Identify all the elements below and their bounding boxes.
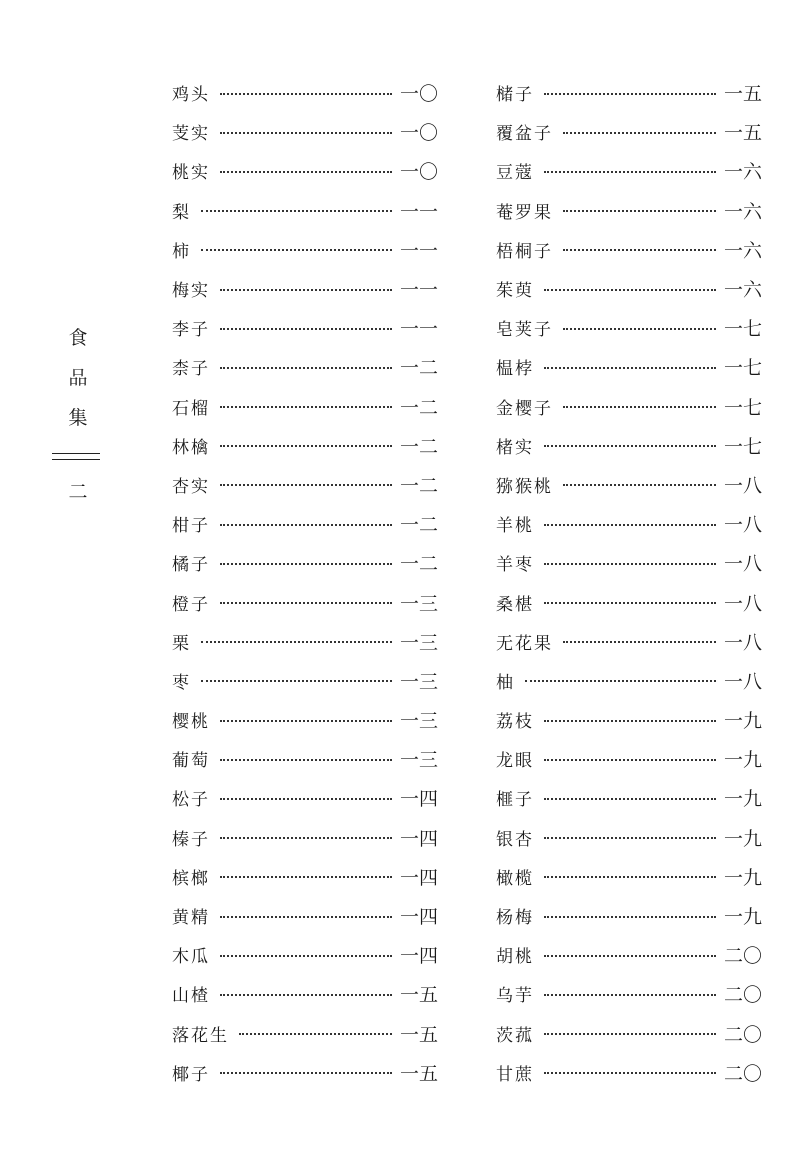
toc-entry-label: 甘蔗 [496,1064,534,1085]
toc-entry-page: 一四 [399,788,438,811]
toc-entry[interactable] [172,661,438,700]
toc-entry-label: 石榴 [172,398,210,419]
dot-leader [220,602,392,604]
toc-entry-label: 无花果 [496,633,553,654]
toc-entry[interactable] [172,818,438,857]
toc-entry[interactable] [172,622,438,661]
toc-entry-label: 榅桲 [496,359,534,380]
dot-leader [220,406,392,408]
toc-entry-page: 一〇 [399,83,438,106]
toc-entry-page: 一九 [723,906,762,929]
dot-leader [544,602,716,604]
toc-entry[interactable] [496,857,762,896]
dot-leader [220,916,392,918]
dot-leader [544,720,716,722]
toc-entry-page: 二〇 [723,1062,762,1085]
toc-entry-page: 一二 [399,396,438,419]
toc-entry-label: 杏实 [172,476,210,497]
toc-entry[interactable] [172,974,438,1013]
toc-entry-page: 二〇 [723,984,762,1007]
toc-column-right [496,73,762,1092]
toc-entry[interactable] [172,1014,438,1053]
dot-leader [201,641,392,643]
toc-entry-page: 一八 [723,474,762,497]
toc-entry-page: 一四 [399,866,438,889]
toc-entry-label: 茨菰 [496,1025,534,1046]
toc-entry[interactable] [172,543,438,582]
toc-entry-label: 豆蔻 [496,163,534,184]
toc-entry[interactable] [496,778,762,817]
dot-leader [544,171,716,173]
dot-leader [220,837,392,839]
toc-entry-page: 一六 [723,239,762,262]
toc-entry[interactable] [496,935,762,974]
toc-entry-page: 一九 [723,710,762,733]
dot-leader [220,289,392,291]
dot-leader [544,93,716,95]
toc-entry-page: 一〇 [399,161,438,184]
dot-leader [220,93,392,95]
toc-entry-label: 梅实 [172,281,210,302]
toc-entry[interactable] [172,1053,438,1092]
toc-entry-page: 一五 [399,1023,438,1046]
toc-entry-label: 山楂 [172,986,210,1007]
toc-entry-page: 一七 [723,318,762,341]
toc-entry[interactable] [496,1014,762,1053]
toc-entry-label: 橘子 [172,555,210,576]
toc-entry[interactable] [172,387,438,426]
toc-entry-label: 鸡头 [172,85,210,106]
toc-entry-page: 二〇 [723,1023,762,1046]
toc-entry-page: 二〇 [723,945,762,968]
toc-entry-label: 杨梅 [496,908,534,929]
toc-entry-label: 覆盆子 [496,124,553,145]
dot-leader [563,406,716,408]
toc-entry-page: 一八 [723,553,762,576]
toc-entry[interactable] [496,347,762,386]
toc-entry-label: 梨 [172,202,191,223]
toc-entry-page: 一二 [399,553,438,576]
toc-entry-page: 一二 [399,474,438,497]
toc-entry[interactable] [496,974,762,1013]
side-page-number: 二 [68,481,88,503]
dot-leader [563,249,716,251]
toc-entry-label: 乌芋 [496,986,534,1007]
dot-leader [544,1072,716,1074]
toc-entry-label: 柰子 [172,359,210,380]
dot-leader [563,210,716,212]
toc-entry-page: 一八 [723,631,762,654]
toc-entry-page: 一五 [723,83,762,106]
toc-entry-page: 一九 [723,749,762,772]
dot-leader [201,249,392,251]
toc-entry[interactable] [496,622,762,661]
dot-leader [563,641,716,643]
toc-entry-page: 一一 [399,318,438,341]
toc-entry[interactable] [172,778,438,817]
dot-leader [220,759,392,761]
double-rule-top [52,453,100,454]
toc-entry[interactable] [496,465,762,504]
toc-entry-label: 橄榄 [496,868,534,889]
toc-entry-label: 荔枝 [496,712,534,733]
dot-leader [563,328,716,330]
toc-entry-label: 木瓜 [172,947,210,968]
dot-leader [239,1033,392,1035]
toc-entry[interactable] [496,426,762,465]
toc-entry-label: 枣 [172,672,191,693]
toc-entry-page: 一三 [399,592,438,615]
toc-entry[interactable] [172,582,438,621]
toc-entry-page: 一七 [723,357,762,380]
toc-entry[interactable] [496,112,762,151]
dot-leader [220,484,392,486]
toc-entry[interactable] [496,739,762,778]
toc-entry-page: 一四 [399,827,438,850]
toc-entry-label: 葡萄 [172,751,210,772]
toc-entry-label: 皂荚子 [496,320,553,341]
toc-entry-page: 一一 [399,279,438,302]
toc-entry-label: 龙眼 [496,751,534,772]
toc-entry[interactable] [496,73,762,112]
toc-entry-page: 一九 [723,866,762,889]
dot-leader [544,837,716,839]
toc-entry-page: 一六 [723,161,762,184]
dot-leader [544,994,716,996]
toc-entry-page: 一八 [723,670,762,693]
toc-entry[interactable] [496,896,762,935]
dot-leader [544,289,716,291]
toc-entry-label: 茱萸 [496,281,534,302]
collection-title [60,318,96,438]
toc-entry-label: 柚 [496,672,515,693]
toc-entry-label: 金樱子 [496,398,553,419]
dot-leader [220,798,392,800]
toc-entry-page: 一四 [399,906,438,929]
dot-leader [220,955,392,957]
toc-entry-label: 樱桃 [172,712,210,733]
dot-leader [563,484,716,486]
toc-entry[interactable] [172,73,438,112]
toc-entry-page: 一三 [399,670,438,693]
toc-entry-page: 一五 [723,122,762,145]
toc-entry-page: 一九 [723,827,762,850]
toc-entry-label: 梧桐子 [496,241,553,262]
toc-entry[interactable] [496,700,762,739]
toc-entry-label: 羊枣 [496,555,534,576]
dot-leader [220,563,392,565]
toc-entry[interactable] [172,112,438,151]
dot-leader [544,1033,716,1035]
toc-entry[interactable] [496,191,762,230]
toc-entry[interactable] [496,543,762,582]
toc-entry[interactable] [496,308,762,347]
toc-entry[interactable] [172,896,438,935]
toc-entry-page: 一一 [399,239,438,262]
toc-entry[interactable] [172,935,438,974]
dot-leader [220,994,392,996]
toc-entry[interactable] [496,269,762,308]
dot-leader [544,445,716,447]
toc-entry-label: 桃实 [172,163,210,184]
toc-entry-label: 猕猴桃 [496,476,553,497]
dot-leader [220,445,392,447]
toc-entry[interactable] [496,582,762,621]
toc-entry[interactable] [172,700,438,739]
dot-leader [544,367,716,369]
dot-leader [220,367,392,369]
toc-entry-label: 芰实 [172,124,210,145]
toc-entry[interactable] [172,426,438,465]
toc-entry[interactable] [172,308,438,347]
toc-entry[interactable] [172,347,438,386]
dot-leader [220,720,392,722]
toc-entry[interactable] [496,1053,762,1092]
toc-entry-label: 柿 [172,241,191,262]
collection-title-char: 食 [68,327,88,349]
toc-entry[interactable] [172,504,438,543]
toc-entry[interactable] [496,818,762,857]
toc-entry[interactable] [172,269,438,308]
double-rule-bottom [52,459,100,460]
toc-entry-label: 李子 [172,320,210,341]
toc-entry-page: 一〇 [399,122,438,145]
toc-entry-page: 一八 [723,514,762,537]
toc-entry-page: 一三 [399,710,438,733]
toc-entry-page: 一五 [399,1062,438,1085]
toc-entry-label: 落花生 [172,1025,229,1046]
toc-entry-label: 槟榔 [172,868,210,889]
toc-entry[interactable] [496,661,762,700]
toc-entry-page: 一四 [399,945,438,968]
toc-entry-label: 胡桃 [496,947,534,968]
toc-entry-label: 松子 [172,790,210,811]
dot-leader [544,876,716,878]
toc-entry-label: 榧子 [496,790,534,811]
toc-entry-label: 林檎 [172,437,210,458]
toc-entry-page: 一一 [399,200,438,223]
toc-entry-page: 一三 [399,749,438,772]
dot-leader [220,876,392,878]
dot-leader [544,563,716,565]
dot-leader [220,171,392,173]
dot-leader [201,210,392,212]
toc-entry-label: 橙子 [172,594,210,615]
dot-leader [544,955,716,957]
toc-entry[interactable] [172,191,438,230]
toc-entry-page: 一二 [399,357,438,380]
dot-leader [544,916,716,918]
toc-entry[interactable] [496,387,762,426]
toc-entry-label: 槠子 [496,85,534,106]
toc-entry-label: 椰子 [172,1064,210,1085]
toc-entry-label: 栗 [172,633,191,654]
dot-leader [220,132,392,134]
toc-entry-label: 黄精 [172,908,210,929]
dot-leader [544,524,716,526]
toc-entry[interactable] [496,151,762,190]
toc-entry[interactable] [172,857,438,896]
toc-entry-page: 一六 [723,200,762,223]
toc-entry-page: 一六 [723,279,762,302]
dot-leader [201,680,392,682]
toc-entry-label: 羊桃 [496,516,534,537]
toc-entry[interactable] [496,504,762,543]
toc-entry-label: 桑椹 [496,594,534,615]
toc-entry-page: 一七 [723,396,762,419]
dot-leader [525,680,716,682]
dot-leader [220,524,392,526]
toc-entry[interactable] [172,230,438,269]
toc-entry-label: 菴罗果 [496,202,553,223]
dot-leader [544,759,716,761]
toc-entry[interactable] [496,230,762,269]
dot-leader [544,798,716,800]
toc-entry-page: 一二 [399,435,438,458]
collection-title-char: 品 [68,367,88,389]
toc-entry[interactable] [172,151,438,190]
dot-leader [220,1072,392,1074]
toc-entry-page: 一九 [723,788,762,811]
toc-entry-page: 一七 [723,435,762,458]
toc-entry-page: 一三 [399,631,438,654]
toc-column-left [172,73,438,1092]
toc-entry[interactable] [172,739,438,778]
dot-leader [563,132,716,134]
toc-entry-label: 榛子 [172,829,210,850]
toc-entry-label: 银杏 [496,829,534,850]
toc-entry-label: 柑子 [172,516,210,537]
toc-entry-page: 一八 [723,592,762,615]
toc-entry[interactable] [172,465,438,504]
toc-entry-page: 一二 [399,514,438,537]
collection-title-char: 集 [68,407,88,429]
toc-entry-page: 一五 [399,984,438,1007]
dot-leader [220,328,392,330]
toc-entry-label: 楮实 [496,437,534,458]
